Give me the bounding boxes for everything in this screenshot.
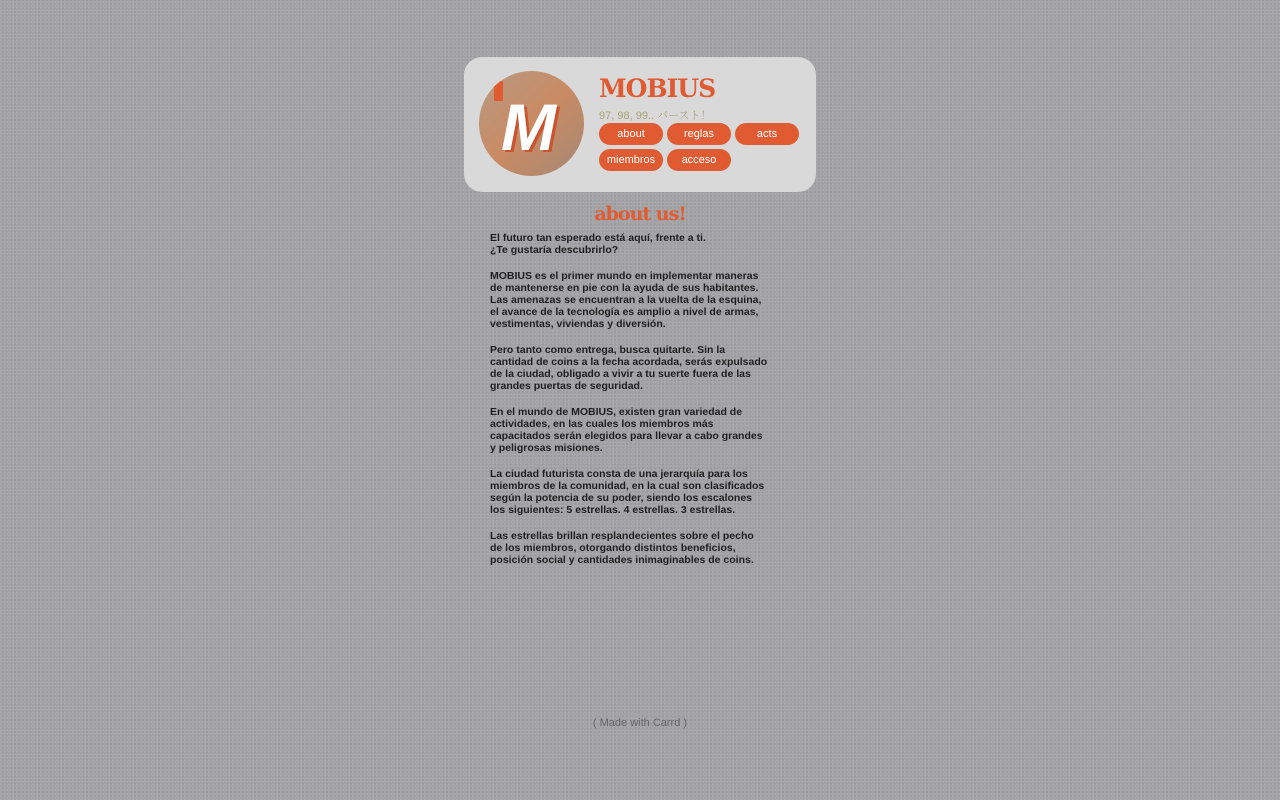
paragraph: En el mundo de MOBIUS, existen gran variedad de actividades, en las cuales los miembros más capacitados serán elegidos para llevar a cabo grandes y peligrosas misiones. (490, 406, 763, 454)
paragraph: Pero tanto como entrega, busca quitarte. Sin la cantidad de coins a la fecha acordada, serás expulsado de la ciudad, obligado a vivir a tu suerte fuera de las grandes puertas de seguridad. (490, 344, 768, 392)
avatar-letter: M (501, 90, 556, 164)
paragraph: El futuro tan esperado está aquí, frente a ti. ¿Te gustaría descubrirlo? (490, 232, 706, 256)
paragraph: Las estrellas brillan resplandecientes sobre el pecho de los miembros, otorgando distintos beneficios, posición social y cantidades inimaginables de coins. (490, 530, 754, 566)
site-subtitle: 97, 98, 99.. バースト！ (599, 110, 712, 122)
nav-buttons (599, 123, 809, 171)
nav-acts-button[interactable]: acts (735, 123, 799, 145)
made-with-carrd-link[interactable]: ( Made with Carrd ) (592, 717, 688, 729)
profile-card (464, 57, 816, 192)
avatar (479, 71, 584, 176)
about-content (490, 232, 790, 580)
nav-miembros-button[interactable]: miembros (599, 149, 663, 171)
nav-acceso-button[interactable]: acceso (667, 149, 731, 171)
nav-about-button[interactable]: about (599, 123, 663, 145)
site-title: MOBIUS (599, 74, 716, 103)
paragraph: MOBIUS es el primer mundo en implementar maneras de mantenerse en pie con la ayuda de sus habitantes. Las amenazas se encuentran a la vuelta de la esquina, el avance de la tecnología es amplio a nivel de armas, vestimentas, viviendas y diversión. (490, 270, 762, 330)
section-heading: about us! (594, 203, 686, 225)
nav-reglas-button[interactable]: reglas (667, 123, 731, 145)
paragraph: La ciudad futurista consta de una jerarquía para los miembros de la comunidad, en la cual son clasificados según la potencia de su poder, siendo los escalones los siguientes: 5 estrellas. 4 estrellas. 3 estrellas. (490, 468, 765, 516)
